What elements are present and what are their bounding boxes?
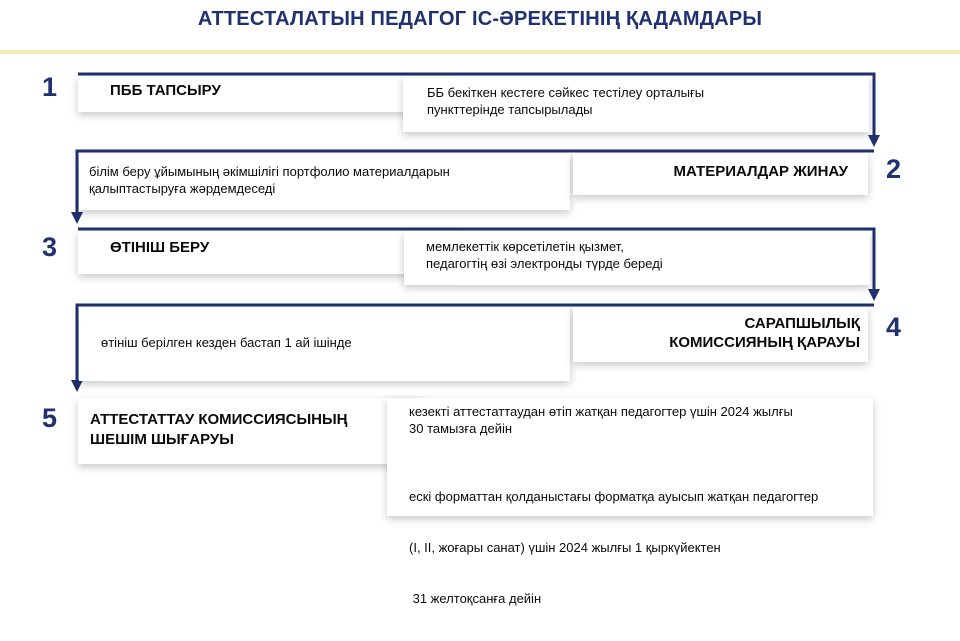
step-2-label-box bbox=[573, 153, 868, 195]
step-3-label-box bbox=[78, 231, 458, 274]
step-1-number: 1 bbox=[42, 72, 58, 102]
step-4-label: САРАПШЫЛЫҚ КОМИССИЯНЫҢ ҚАРАУЫ bbox=[669, 315, 860, 351]
step-3-description: мемлекеттік көрсетілетін қызмет, педагогтің өзі электронды түрде береді bbox=[426, 239, 663, 271]
step-5-description-regular: кезекті аттестаттаудан өтіп жатқан педагогтер үшін 2024 жылғы 30 тамызға дейін bbox=[409, 404, 793, 436]
step-3-description-box bbox=[404, 231, 870, 285]
step-1-label-box bbox=[78, 76, 458, 112]
step-2-label: МАТЕРИАЛДАР ЖИНАУ bbox=[673, 163, 848, 180]
title-divider bbox=[0, 50, 960, 54]
page-title: АТТЕСТАЛАТЫН ПЕДАГОГ ІС-ӘРЕКЕТІНІҢ ҚАДАМДАРЫ bbox=[197, 8, 763, 30]
step-4-description-box bbox=[79, 307, 570, 381]
step-2-number: 2 bbox=[886, 154, 902, 184]
step-1-description-box bbox=[403, 76, 869, 132]
step-2-description-box bbox=[79, 153, 570, 210]
step-4-label-box bbox=[573, 307, 868, 362]
step-5-description-transition: ескі форматтан қолданыстағы форматқа ауысып жатқан педагогтер (I, II, жоғары санат) үшін 2024 жылғы 1 қыркүйектен 31 желтоқсанға дейін bbox=[409, 489, 819, 606]
step-3-label: ӨТІНІШ БЕРУ bbox=[110, 239, 210, 256]
step-4-number: 4 bbox=[886, 312, 902, 342]
step-1-label: ПББ ТАПСЫРУ bbox=[110, 82, 221, 99]
step-5-description-box bbox=[387, 398, 873, 606]
step-5-number: 5 bbox=[42, 403, 58, 433]
step-3-number: 3 bbox=[42, 232, 58, 262]
step-1-description: ББ бекіткен кестеге сәйкес тестілеу орталығы пункттерінде тапсырылады bbox=[427, 85, 705, 117]
step-2-description: білім беру ұйымының әкімшілігі портфолио материалдарын қалыптастыруға жәрдемдеседі bbox=[89, 164, 450, 196]
step-5-label: АТТЕСТАТТАУ КОМИССИЯСЫНЫҢ ШЕШІМ ШЫҒАРУЫ bbox=[90, 411, 348, 448]
step-4-description: өтініш берілген кезден бастап 1 ай ішінде bbox=[101, 335, 352, 350]
step-5-label-box bbox=[78, 398, 424, 464]
